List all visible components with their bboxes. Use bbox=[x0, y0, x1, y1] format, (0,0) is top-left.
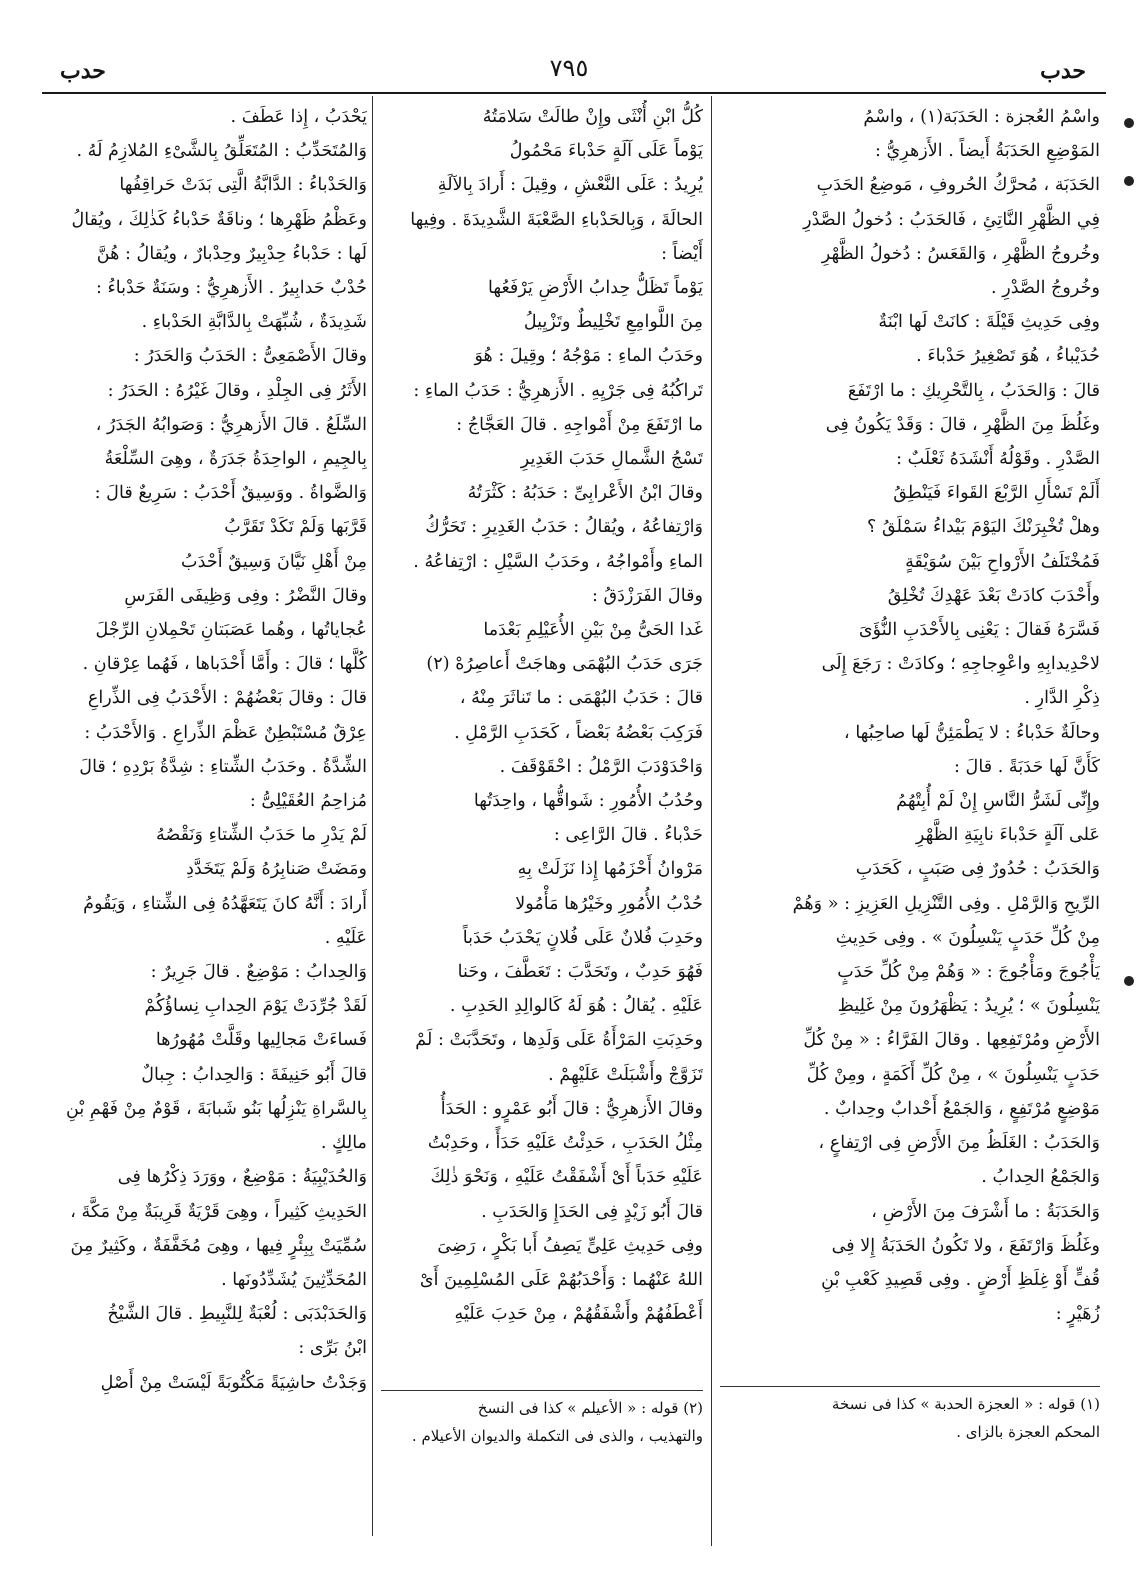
text-line: الرِّيحِ وَالرَّمْلِ . وفِى التَّنْزِيلِ العَزِيزِ : « وَهُمْ bbox=[792, 893, 1100, 914]
text-line: عَلَيْهِ حَدَباً أَىْ أَشْفَقْتُ عَلَيْهِ ، وَنَحْوَ ذٰلِكَ bbox=[430, 1167, 703, 1188]
text-line: كُلُّ ابْنِ أُنْثَى وإِنْ طالَتْ سَلامَتُهُ bbox=[482, 107, 703, 127]
text-line: أَعْطَفُهُمْ وأَشْفَقُهُمْ ، مِنْ حَدِبَ عَلَيْهِ bbox=[454, 1304, 703, 1325]
text-line: فَسَّرَهُ فَقالَ : يَعْنِى بِالأَحْدَبِ النُّؤَىَ bbox=[858, 620, 1100, 641]
text-line: عَلَيْهِ . bbox=[324, 927, 367, 948]
text-line: وَالحَدَبَةُ : ما أَشْرَفَ مِنَ الأَرْضِ ، bbox=[871, 1201, 1100, 1222]
header-rule bbox=[42, 92, 1106, 94]
text-line: المَوْضِعِ الحَدَبَةُ أَيضاً . الأَزهرِيُّ : bbox=[874, 141, 1100, 162]
text-line: وفِى حَدِيثِ قَيْلَةَ : كانَتْ لَها ابْنَةٌ bbox=[878, 312, 1100, 333]
text-line: يَوْماً عَلَى آلَةٍ حَدْباءَ مَحْمُولُ bbox=[509, 141, 703, 162]
text-line: الأَثَرُ فِى الجِلْدِ ، وقالَ غَيْرُهُ : الحَدَرُ : bbox=[107, 380, 367, 401]
text-line: فَهُوَ حَدِبٌ ، وتَحَدَّبَ : تَعَطَّفَ ، وحَنا bbox=[457, 962, 703, 983]
text-line: وقالَ النَّضْرُ : وفِى وَظِيفَى الفَرَسِ bbox=[124, 585, 367, 606]
text-line: وَالحَدْباءُ : الدَّابَّةُ الَّتِى بَدَتْ حَراقِفُها bbox=[119, 175, 367, 196]
text-line: زُهَيْرٍ : bbox=[1055, 1304, 1100, 1325]
text-line: المُحَدِّثِينَ يُشَدِّدُونَها . bbox=[221, 1269, 367, 1290]
text-line: وَالحَدَبُ : حُدُورٌ فِى صَبَبٍ ، كَحَدَبِ bbox=[855, 859, 1100, 880]
text-line: قالَ : حَدَبُ البُهْمَى : ما تَناثَرَ مِنْهُ ، bbox=[459, 688, 703, 709]
text-line: السِّلَعُ . قالَ الأَزهرِيُّ : وَصَوابُهُ الجَدَرُ ، bbox=[95, 414, 367, 435]
page-header bbox=[30, 54, 1108, 92]
text-line: حُدْبٌ حَدابِيرُ . الأَزهرِيُّ : وسَنَةٌ حَدْباءُ : bbox=[96, 278, 367, 299]
footnote-line: المحكم العجزة بالزاى . bbox=[956, 1423, 1100, 1441]
text-line: مِنْ أَهْلِ نَيَّانَ وَسِيقٌ أَحْدَبُ bbox=[181, 551, 367, 572]
text-line: لَقَدْ جُرِّدَتْ يَوْمَ الحِدابِ نِساؤُكُمْ bbox=[144, 996, 367, 1017]
text-line: يَحْدَبُ ، إِذا عَطَفَ . bbox=[230, 107, 367, 127]
margin-binding-mark bbox=[1124, 118, 1134, 128]
text-line: شَدِيدَةٌ ، شُبِّهَتْ بِالدَّابَّةِ الحَدْباءِ . bbox=[141, 312, 367, 333]
text-line: حُدَيْباءُ ، هُوَ تَصْغِيرُ حَدْباءَ . bbox=[916, 346, 1100, 367]
text-line: وَالحِدابُ : مَوْضِعٌ . قالَ جَرِيرٌ : bbox=[150, 962, 367, 983]
text-line: فَرَكِبَ بَعْضُهُ بَعْضاً ، كَحَدَبِ الرَّمْلِ . bbox=[454, 722, 703, 743]
text-line: سُمِّيَتْ بِبِئْرٍ فِيها ، وهِىَ مُخَفَّفَةٌ ، وكَثِيرٌ مِنَ bbox=[70, 1235, 367, 1256]
page-number: ٧٩٥ bbox=[549, 54, 589, 82]
text-line: وقالَ الأَصْمَعِىُّ : الحَدَبُ وَالحَدَرُ : bbox=[133, 346, 367, 367]
text-line: وحَدِبَ فُلانٌ عَلَى فُلانٍ يَحْدَبُ حَدَباً bbox=[462, 927, 703, 948]
text-line: فَساءَتْ مَجالِيها وقَلَّتْ مُهُورُها bbox=[155, 1030, 367, 1051]
text-line: يَأْجُوجَ ومَأْجُوجَ : « وَهُمْ مِنْ كُلِّ حَدَبٍ bbox=[837, 962, 1100, 983]
text-line: بِالجِيمِ ، الواحِدَةُ جَدَرَةٌ ، وهِىَ السِّلْعَةُ bbox=[104, 449, 367, 470]
text-line: مَوْضِعٍ مُرْتَفِعٍ ، وَالجَمْعُ أَحْدابٌ وحِدابٌ . bbox=[823, 1098, 1100, 1119]
footnote-middle bbox=[381, 1394, 703, 1450]
text-line: وقالَ الأَزهرِيُّ : قالَ أَبُو عَمْرٍو : الحَدَأُ bbox=[440, 1098, 703, 1119]
text-line: عِرْقٌ مُسْتَبْطِنٌ عَظْمَ الذِّراعِ . وَالأَحْدَبُ : bbox=[84, 722, 367, 743]
footnote-line: (١) قوله : « العجزة الحدبة » كذا فى نسخة bbox=[831, 1395, 1100, 1413]
footnote-rule-right bbox=[720, 1386, 1100, 1387]
text-line: يَوْماً تَظَلُّ حِدابُ الأَرْضِ يَرْفَعُها bbox=[487, 278, 703, 299]
text-line: وَالمُتَحَدِّبُ : المُتَعَلِّقُ بِالشَّىْءِ المُلازِمُ لَهُ . bbox=[76, 141, 367, 162]
text-line: وَالحَدَبُ : الغَلَظُ مِنَ الأَرْضِ فِى ارْتِفاعٍ ، bbox=[818, 1133, 1100, 1154]
text-line: الحالَةَ ، وَبِالحَدْباءِ الصَّعْبَةَ الشَّدِيدَةَ . وفِيها bbox=[410, 209, 703, 230]
text-line: تَراكُبُهُ فِى جَرْيِهِ . الأَزهرِيُّ : حَدَبُ الماءِ : bbox=[413, 380, 703, 401]
text-line: قالَ أَبُو حَنِيفَةَ : وَالحِدابُ : جِبالٌ bbox=[141, 1064, 367, 1085]
text-line: اللهُ عَنْهُما : وَأَحْدَبُهُمْ عَلَى المُسْلِمِينَ أَىْ bbox=[419, 1269, 703, 1290]
text-column-right bbox=[720, 100, 1100, 1490]
text-column-middle bbox=[381, 100, 703, 1490]
text-line: وَجَدْتُ حاشِيَةً مَكْتُوبَةً لَيْسَتْ مِنْ أَصْلِ bbox=[100, 1372, 367, 1393]
text-line: ومَضَتْ صَنابِرُهُ وَلَمْ يَتَخَدَّدِ bbox=[186, 859, 367, 880]
text-line: عُجاياتُها ، وهُما عَصَبَتانِ تَحْمِلانِ الرِّجْلَ bbox=[95, 620, 367, 641]
text-line: الشِّدَّةُ . وحَدَبُ الشِّتاءِ : شِدَّةُ بَرْدِهِ ؛ قالَ bbox=[79, 756, 367, 777]
text-line: مِنْ كُلِّ حَدَبٍ يَنْسِلُونَ » . وفِى حَدِيثِ bbox=[835, 927, 1100, 948]
text-line: الحَدَبَة ، مُحرَّكُ الحُروفِ ، مَوضِعُ الحَدَبِ bbox=[816, 175, 1100, 196]
text-line: وحَدَبُ الماءِ : مَوْجُهُ ؛ وقِيلَ : هُوَ bbox=[474, 346, 703, 367]
text-line: يُرِيدُ : عَلَى النَّعْشِ ، وقِيلَ : أَرادَ بِالآلَةِ bbox=[437, 175, 703, 196]
text-line: لَمْ يَدْرِ ما حَدَبُ الشِّتاءِ وَنَقْصُهُ bbox=[156, 825, 367, 846]
text-line: مالِكٍ . bbox=[320, 1133, 367, 1154]
text-line: عَلى آلَةٍ حَدْباءَ نابِيَةِ الظَّهْرِ bbox=[915, 825, 1100, 846]
text-line: وحُدُبُ الأُمُورِ : شَواقُّها ، واحِدَتُها bbox=[473, 791, 703, 812]
text-line: وإِنِّى لَشَرُّ النَّاسِ إِنْ لَمْ أُبِتْهُمُ bbox=[896, 791, 1100, 812]
text-line: قالَ : وَالحَدَبُ ، بِالتَّحْرِيكِ : ما ارْتَفَعَ bbox=[847, 380, 1100, 401]
running-headword-right: حدب bbox=[1040, 58, 1086, 84]
text-line: وخُروجُ الظَّهْرِ ، وَالقَعَسُ : دُخولُ الظَّهْرِ bbox=[821, 243, 1100, 264]
text-line: وَالجَمْعُ الحِدابُ . bbox=[981, 1167, 1100, 1188]
text-line: وهلْ تُخْبِرَنْكَ اليَوْمَ بَيْداءُ سَمْلَقُ ؟ bbox=[867, 517, 1100, 538]
text-line: وَالضَّواةُ . ووَسِيقٌ أَحْدَبُ : سَرِيعٌ قالَ : bbox=[94, 483, 367, 504]
text-line: وَالحُدَيْبِيَةُ : مَوْضِعٌ ، ووَرَدَ ذِكْرُها فِى bbox=[117, 1167, 367, 1188]
text-line: جَرَى حَدَبُ البُهْمَى وهاجَتْ أَعاصِرُهْ (٢) bbox=[426, 654, 703, 675]
text-line: مِنَ اللَّوامِعِ تَخْلِيطٌ وتَزْيِيلُ bbox=[523, 312, 703, 333]
text-column-left bbox=[45, 100, 367, 1490]
text-line: أَلَمْ تَسْأَلِ الرَّبْعَ القَواءَ فَيَنْطِقُ bbox=[893, 483, 1100, 504]
text-line: كَأَنَّ لَها حَدَبَةً . قالَ : bbox=[954, 756, 1100, 777]
text-line: مِثْلُ الحَدَبِ ، حَدِئْتُ عَلَيْهِ حَدَأً ، وحَدِبْتُ bbox=[427, 1133, 703, 1154]
text-line: حَدَبٍ يَنْسِلُونَ » ، مِنْ كُلِّ أَكَمَةٍ ، ومِنْ كُلِّ bbox=[806, 1064, 1100, 1085]
running-headword-left: حدب bbox=[60, 58, 106, 84]
text-line: غَدا الحَىُّ مِنْ بَيْنِ الأُعَيْلِمِ بَعْدَما bbox=[483, 620, 703, 641]
text-line: وقالَ ابْنُ الأَعْرابِىِّ : حَدَبُهُ : كَثْرَتُهُ bbox=[467, 483, 703, 504]
text-line: فَمُخْتَلَفُ الأَرْواحِ بَيْنَ سُوَيْقَةٍ bbox=[905, 551, 1100, 572]
text-line: الأَرْضِ ومُرْتَفِعِها . وقالَ الفَرَّاءُ : « مِنْ كُلِّ bbox=[803, 1030, 1100, 1051]
text-line: حُدْبُ الأُمُورِ وخَيْرُها مَأْمُولا bbox=[515, 893, 703, 914]
text-line: تَسْجُ الشَّمالِ حَدَبَ الغَدِيرِ bbox=[520, 449, 703, 470]
text-line: وقالَ الفَرَزْدَقُ : bbox=[591, 585, 703, 606]
text-line: وفِى حَدِيثِ عَلِىٍّ يَصِفُ أَبا بَكْرٍ ، رَضِىَ bbox=[437, 1235, 703, 1256]
text-line: حَدْباءُ . قالَ الرَّاعِى : bbox=[553, 825, 703, 846]
text-line: مَرْوانُ أَحْزَمُها إِذا نَزَلَتْ بِهِ bbox=[517, 859, 703, 880]
text-line: لَها : حَدْباءُ حِدْبِيرٌ وحِدْبارٌ ، ويُقالُ : هُنَّ bbox=[96, 243, 367, 264]
text-line: تَزَوَّجْ وأَشْبَلَتْ عَلَيْهِمْ . bbox=[548, 1064, 703, 1085]
margin-binding-mark bbox=[1124, 176, 1134, 186]
text-line: وحَدِبَتِ المَرْأَةُ عَلَى وَلَدِها ، وتَحَدَّبَتْ : لَمْ bbox=[415, 1030, 703, 1051]
text-line: قَرَّبَها وَلَمْ تَكَدْ تَقَرَّبُ bbox=[224, 517, 367, 538]
text-line: الصَّدْرِ . وقَوْلُهُ أَنْشَدَهُ ثَعْلَبٌ : bbox=[896, 449, 1100, 470]
text-line: أَيْضاً : bbox=[661, 243, 703, 264]
text-line: قالَ : وقالَ بَعْضُهُمْ : الأَحْدَبُ فِى الذِّراعِ bbox=[87, 688, 367, 709]
column-divider-left bbox=[372, 96, 373, 1536]
text-line: عَلَيْهِ . يُقالُ : هُوَ لَهُ كَالوالِدِ الحَدِبِ . bbox=[449, 996, 703, 1017]
text-line: فِي الظَّهْرِ النَّاتِئِ ، فَالحَدَبُ : دُخولُ الصَّدْرِ bbox=[803, 209, 1100, 230]
text-line: لاحْدِيدابِهِ واعْوِجاجِهِ ؛ وكادَتْ : رَجَعَ إِلَى bbox=[821, 654, 1100, 675]
text-line: الحَدِيثِ كَثِيراً ، وهِىَ قَرْيَةٌ قَرِيبَةٌ مِنْ مَكَّةَ ، bbox=[70, 1201, 367, 1222]
text-line: قالَ أَبُو زَيْدٍ فِى الحَدَإِ وَالحَدَبِ . bbox=[481, 1201, 703, 1222]
text-line: وحالَةٌ حَدْباءُ : لا يَطْمَئِنُّ لَها صاحِبُها ، bbox=[844, 722, 1100, 743]
footnote-right bbox=[720, 1390, 1100, 1446]
margin-binding-mark bbox=[1124, 976, 1134, 986]
text-line: وعَظْمُ ظَهْرِها ؛ وناقَةٌ حَدْباءُ كَذٰلِكَ ، ويُقالُ bbox=[71, 209, 367, 230]
text-line: قُفٍّ أَوْ غِلَظِ أَرْضٍ . وفِى قَصِيدِ كَعْبِ بْنِ bbox=[821, 1269, 1100, 1290]
text-line: أَرادَ : أَنَّهُ كانَ يَتَعَهَّدُهُ فِى الشِّتاءِ ، وَيَقُومُ bbox=[83, 893, 367, 914]
footnote-line: والتهذيب ، والذى فى التكملة والديوان الأعيلام . bbox=[411, 1427, 703, 1445]
text-line: ابْنُ بَرِّى : bbox=[298, 1338, 367, 1359]
text-line: واسْمُ العُجزة : الحَدَبَة(١) ، واسْمُ bbox=[863, 107, 1100, 127]
footnote-rule-middle bbox=[381, 1390, 703, 1391]
text-line: وغَلُظَ مِنَ الظَّهْرِ ، قالَ : وَقَدْ يَكُونُ فِى bbox=[825, 414, 1100, 435]
text-line: بِالسَّراةِ يَنْزِلُها بَنُو شَبابَةَ ، قَوْمٌ مِنْ فَهْمِ بْنِ bbox=[65, 1098, 367, 1119]
text-line: وأَحْدَبَ كادَتْ بَعْدَ عَهْدِكَ تُخْلِقُ bbox=[887, 585, 1100, 606]
text-line: الماءِ وأَمْواجُهُ ، وحَدَبُ السَّيْلِ : ارْتِفاعُهُ . bbox=[413, 551, 703, 572]
text-line: وخُروجُ الصَّدْرِ . bbox=[991, 278, 1100, 299]
column-divider-right bbox=[711, 96, 712, 1546]
text-line: وغَلُظَ وَارْتَفَعَ ، ولا تَكُونُ الحَدَبَةُ إِلا فِى bbox=[831, 1235, 1100, 1256]
text-line: ذِكْرِ الدَّارِ . bbox=[1024, 688, 1100, 709]
text-line: يَنْسِلُونَ » ؛ يُرِيدُ : يَظْهَرُونَ مِنْ غَلِيظِ bbox=[837, 996, 1100, 1017]
footnote-line: (٢) قوله : « الأعيلم » كذا فى النسخ bbox=[477, 1399, 703, 1417]
text-line: وَارْتِفاعُهُ ، ويُقالُ : حَدَبُ الغَدِيرِ : تَحَرُّكُ bbox=[425, 517, 703, 538]
text-line: وَالحَدَبْدَبَى : لُعْبَةٌ لِلنَّبِيطِ . قالَ الشَّيْخُ bbox=[107, 1304, 367, 1325]
text-line: وَاحْدَوْدَبَ الرَّمْلُ : احْقَوْقَفَ . bbox=[499, 756, 703, 777]
text-line: مُزاحِمُ العُقَيْلِىُّ : bbox=[249, 791, 367, 812]
text-line: ما ارْتَفَعَ مِنْ أَمْواجِهِ . قالَ العَجَّاجُ : bbox=[456, 414, 703, 435]
text-line: كُلَّها ؛ قالَ : وأَمَّا أَحْدَباها ، فَهُما عِرْقانِ . bbox=[82, 654, 367, 675]
